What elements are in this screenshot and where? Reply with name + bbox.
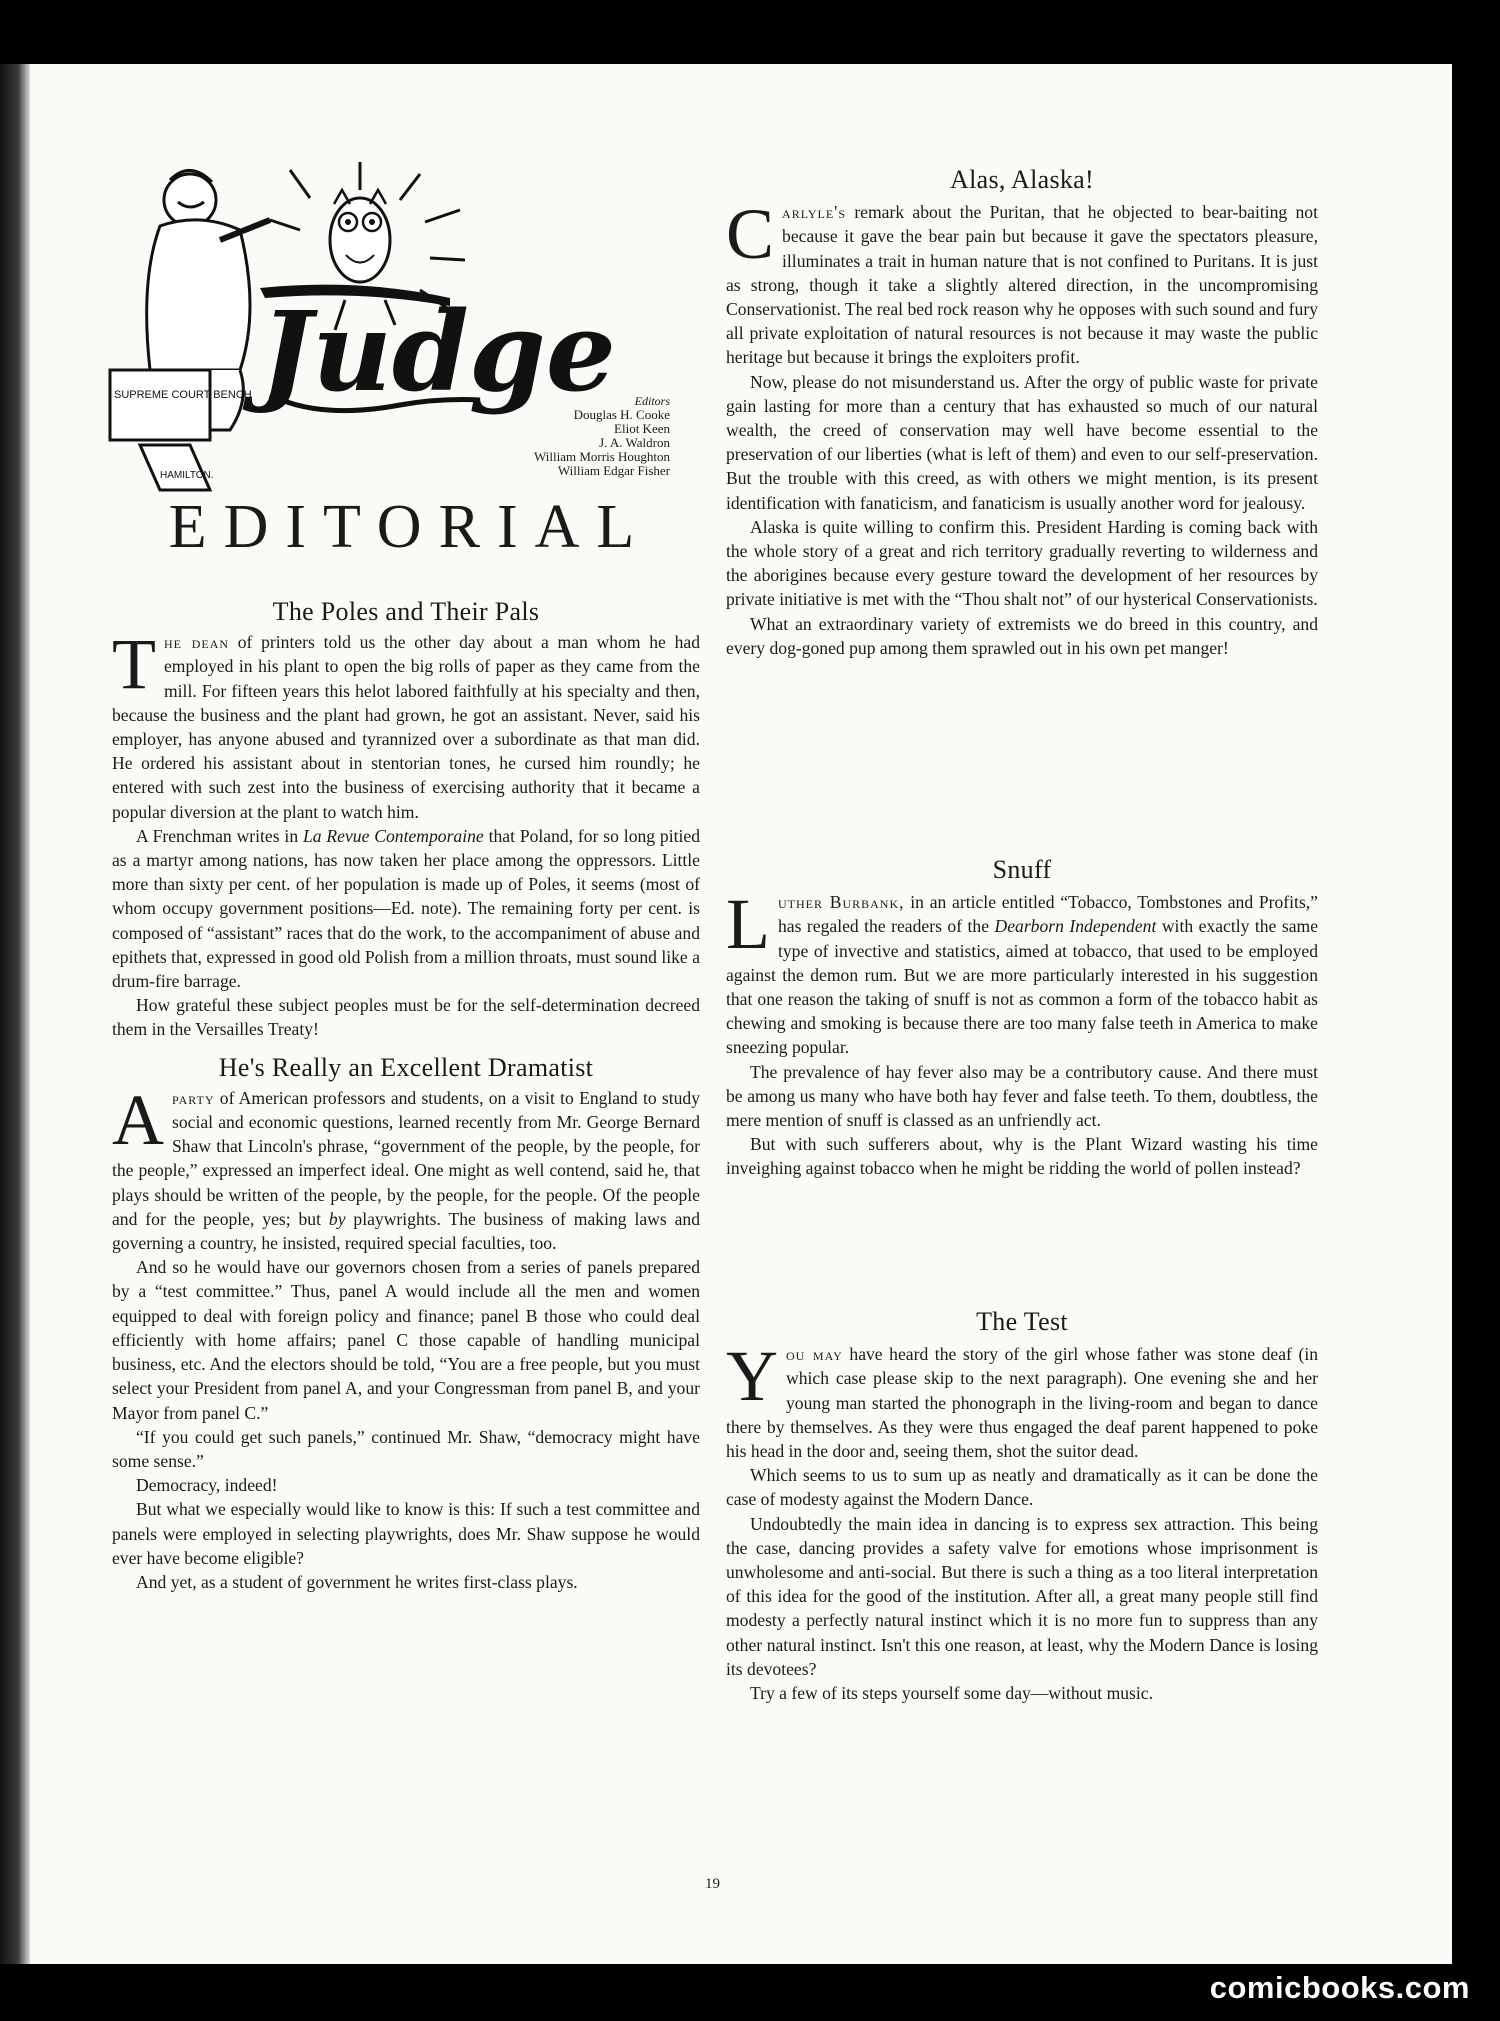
owl-icon xyxy=(330,190,390,282)
article-paragraph: What an extraordinary variety of extremists we do breed in this country, and every dog-goned pup among them sprawled out in his own pet manger! xyxy=(726,613,1318,658)
artist-signature: HAMILTON. xyxy=(160,470,214,481)
article-paragraph: Luther Burbank, in an article entitled “Tobacco, Tombstones and Profits,” has regaled the readers of the Dearborn Independent with exactly the same type of invective and statistics, aimed at tobacco, that used to be employed against the demon rum. But we are more particularly interested in his suggestion that one reason the taking of snuff is not as common a form of the tobacco habit as chewing and smoking is because there are too many false teeth in America to make sneezing popular. xyxy=(726,884,1318,1058)
page-number: 19 xyxy=(705,1876,720,1892)
article-paragraph: And so he would have our governors chosen from a series of panels prepared by a “test committee.” Thus, panel A would include all the men and women equipped to deal with foreign policy and finance; panel B those who could deal efficiently with home affairs; panel C those capable of handling municipal business, etc. And the electors should be told, “You are a free people, but you must select your President from panel A, and your Congressman from panel B, and your Mayor from panel C.” xyxy=(112,1257,700,1423)
article-paragraph: The prevalence of hay fever also may be a contributory cause. And there must be among us many who have both hay fever and false teeth. To them, doubtless, the mere mention of snuff is classed as an unfriendly act. xyxy=(726,1061,1318,1131)
paragraph-text: of printers told us the other day about a man whom he had employed in his plant to open the big rolls of paper as they came from the mill. For fifteen years this helot labored faithfully at his specialty and then, because the business and the plant had grown, he got an assistant. Never, said his employer, has anyone abused and tyrannized over a subordinate as that man did. He ordered his assistant about in stentorian tones, he cursed him roundly; he entered with such zest into the business of exercising authority that it became a popular diversion at the plant to watch him. xyxy=(112,632,700,822)
page-right-edge xyxy=(1452,64,1500,1964)
article-paragraph: Aparty of American professors and students, on a visit to England to study social and economic questions, learned recently from Mr. George Bernard Shaw that Lincoln's phrase, “government of the people, by the people, for the people,” expressed an imperfect ideal. One might as well contend, said he, that plays should be written of the people, by the people, for the people. Of the people and for the people, yes; but by playwrights. The business of making laws and governing a country, he insisted, required special faculties, too. xyxy=(112,1079,700,1254)
small-caps-lead: he dean xyxy=(163,632,230,653)
right-column-alaska xyxy=(726,165,1318,660)
article-paragraph: Carlyle's remark about the Puritan, that he objected to bear-baiting not because it gave the bear pain but because it gave the spectators pleasure, illuminates a trait in human nature that is not confined to Puritans. It is just as strong, though it take a slightly altered direction, in the uncompromising Conservationist. The real bed rock reason why he opposes with such sound and fury all private exploitation of natural resources is not because it may waste the public heritage but because it brings the exploiters profit. xyxy=(726,194,1318,368)
article-title: Alas, Alaska! xyxy=(950,165,1094,194)
right-column-snuff xyxy=(726,855,1318,1181)
article-title: Snuff xyxy=(992,855,1052,884)
article-paragraph: “If you could get such panels,” continued Mr. Shaw, “democracy might have some sense.” xyxy=(112,1426,700,1471)
article-paragraph: Now, please do not misunderstand us. After the orgy of public waste for private gain lasting for more than a century that has exhausted so much of our natural wealth, the creed of conservation may well have become essential to the preservation of our liberties (what is left of them) and even to our self-preservation. But the trouble with this creed, as with others we might mention, is its present identification with fanaticism, and fanaticism is usually another word for jealousy. xyxy=(726,371,1318,513)
small-caps-lead: uther Burbank, xyxy=(777,892,905,913)
editor-name: William Edgar Fisher xyxy=(557,463,670,478)
judge-figure-icon xyxy=(110,170,270,490)
editor-name: Eliot Keen xyxy=(614,421,670,436)
article-paragraph: Undoubtedly the main idea in dancing is to express sex attraction. This being the case, dancing provides a safety valve for emotions whose imprisonment is unwholesome and anti-social. But there is such a thing as a too literal interpretation of this idea for the good of the institution. After all, a great many people still find modesty a perfectly natural instinct which it is no more fun to suppress than any other natural instinct. Isn't this one reason, at least, why the Modern Dance is losing its devotees? xyxy=(726,1513,1318,1679)
article-paragraph: But what we especially would like to know is this: If such a test committee and panels were employed in selecting playwrights, does Mr. Shaw suppose he would ever have become eligible? xyxy=(112,1499,700,1568)
article-title: The Test xyxy=(976,1307,1068,1336)
editors-list xyxy=(490,394,670,478)
left-column xyxy=(112,597,700,1594)
editor-name: Douglas H. Cooke xyxy=(573,407,670,422)
drop-cap: C xyxy=(726,194,775,275)
article-paragraph: Democracy, indeed! xyxy=(136,1475,278,1496)
article-paragraph: Which seems to us to sum up as neatly and dramatically as it can be done the case of modesty against the Modern Dance. xyxy=(726,1465,1318,1510)
editor-name: J. A. Waldron xyxy=(599,435,670,450)
article-paragraph: But with such sufferers about, why is the Plant Wizard wasting his time inveighing against tobacco when he might be ridding the world of pollen instead? xyxy=(726,1134,1318,1179)
drop-cap: L xyxy=(726,884,770,965)
article-paragraph: A Frenchman writes in La Revue Contemporaine that Poland, for so long pitied as a martyr among nations, has now taken her place among the oppressors. Little more than sixty per cent. of her population is made up of Poles, it seems (most of whom occupy government positions—Ed. note). The remaining forty per cent. is composed of “assistant” races that do the work, to the accompaniment of abuse and epithets that, expressed in good old Polish from a million throats, must sound like a drum-fire barrage. xyxy=(112,825,700,992)
editors-heading: Editors xyxy=(634,394,670,408)
drop-cap: A xyxy=(112,1079,164,1160)
small-caps-lead: arlyle's xyxy=(782,202,847,223)
article-paragraph: Try a few of its steps yourself some day—without music. xyxy=(750,1683,1153,1704)
small-caps-lead: party xyxy=(172,1087,215,1108)
article-title: He's Really an Excellent Dramatist xyxy=(218,1052,594,1082)
watermark: comicbooks.com xyxy=(1209,1970,1470,2005)
article-paragraph: Alaska is quite willing to confirm this. President Harding is coming back with the whole story of a great and rich territory gradually reverting to wilderness and the aborigines because every gesture toward the development of her resources by private initiative is met with the “Thou shalt not” of our hysterical Conservationists. xyxy=(726,516,1318,610)
article-paragraph: And yet, as a student of government he writes first-class plays. xyxy=(136,1571,578,1592)
bench-label: SUPREME COURT BENCH xyxy=(114,389,252,401)
page-title: EDITORIAL xyxy=(168,493,652,561)
article-paragraph xyxy=(112,624,700,824)
article-title: The Poles and Their Pals xyxy=(272,597,540,626)
editor-name: William Morris Houghton xyxy=(534,449,670,464)
drop-cap: T xyxy=(112,624,156,705)
judge-logo-text: Judge xyxy=(260,287,616,416)
drop-cap: Y xyxy=(726,1336,778,1417)
article-paragraph: How grateful these subject peoples must be for the self-determination decreed them in the Versailles Treaty! xyxy=(112,995,700,1040)
page-spine xyxy=(0,64,30,1964)
publication-title: Dearborn Independent xyxy=(994,916,1157,937)
article-paragraph: You may have heard the story of the girl whose father was stone deaf (in which case please skip to the next paragraph). One evening she and her young man started the phonograph in the living-room and began to dance there by themselves. As they were thus engaged the deaf parent happened to poke his head in the door and, seeing them, shot the suitor dead. xyxy=(726,1336,1319,1462)
small-caps-lead: ou may xyxy=(786,1344,843,1365)
publication-title: La Revue Contemporaine xyxy=(302,825,484,846)
right-column-test xyxy=(726,1307,1319,1705)
